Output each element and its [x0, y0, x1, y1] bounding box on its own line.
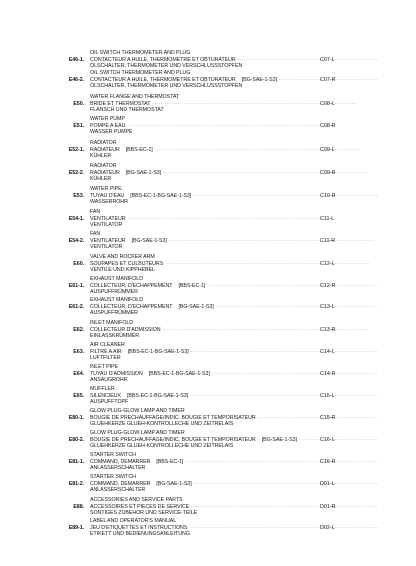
title-de: LUFTFILTER: [90, 355, 121, 362]
title-fr-row: [90, 101, 380, 108]
page-reference: C08-R: [320, 122, 336, 129]
title-en: WATER PIPE: [90, 186, 122, 192]
title-en: WATER FLANGE AND THERMOSTAT: [90, 94, 180, 100]
title-en: RADIATOR: [90, 163, 117, 169]
entry-titles: [90, 430, 416, 450]
model-variant: [BBS-EC-1-BG-SAE-1-S3]: [127, 348, 189, 355]
title-fr-row: [90, 504, 380, 511]
entry-code: E50.: [73, 100, 84, 107]
model-variant: [BBS-EC-1]: [156, 458, 184, 465]
entry-titles: [90, 518, 416, 538]
leader-dots: [216, 304, 378, 311]
leader-dots: [185, 459, 378, 466]
entry-code: E81-1.: [68, 458, 84, 465]
entry-titles: [90, 116, 416, 136]
page-reference: C09-L: [320, 146, 335, 153]
title-fr: TUYAU D'EAU: [90, 192, 125, 199]
page-reference: C13-R: [320, 326, 336, 333]
entry-titles: [90, 50, 416, 70]
model-variant: [BG-SAE-1-S3]: [261, 436, 297, 443]
entry-titles: [90, 163, 416, 183]
title-fr: SOUPAPES ET CULBUTEURS: [90, 260, 164, 267]
model-variant: [BBS-EC-1]: [178, 282, 206, 289]
title-en: ACCESSORIES AND SERVICE PARTS: [90, 497, 183, 503]
title-de: VENTILE UND KIPPHEBEL: [90, 267, 155, 274]
entry-code: E88.: [73, 503, 84, 510]
title-en: OIL SWITCH THERMOMETER AND PLUG: [90, 70, 191, 76]
entry-code: E53.: [73, 192, 84, 199]
title-de: ANLASSERSCHALTER: [90, 487, 146, 494]
title-en: FAN: [90, 209, 101, 215]
entry-titles: [90, 70, 416, 90]
title-de: AUSPUFFRÜMMER: [90, 310, 138, 317]
title-fr: ACCESSOIRES ET PIECES DE SERVICE: [90, 503, 190, 510]
leader-dots: [299, 437, 378, 444]
title-en: WATER PUMP: [90, 116, 125, 122]
title-fr-row: [90, 437, 380, 444]
leader-dots: [165, 261, 378, 268]
entry-code: E65.: [73, 392, 84, 399]
title-en: STARTER SWITCH: [90, 474, 136, 480]
title-fr: RADIATEUR: [90, 169, 120, 176]
title-fr: COMMAND, DEMARRER: [90, 458, 151, 465]
title-de: WASSER PUMPE: [90, 129, 133, 136]
model-variant: [BG-SAE-1-S3]: [178, 303, 214, 310]
entry-titles: [90, 276, 416, 296]
leader-dots: [258, 415, 378, 422]
entry-titles: [90, 497, 416, 517]
leader-dots: [191, 504, 378, 511]
page-reference: C16-L: [320, 436, 335, 443]
page-reference: C12-R: [320, 282, 336, 289]
leader-dots: [152, 101, 378, 108]
title-de: ETIKETT UND BEDIENUNGSANLEITUNG: [90, 531, 190, 538]
title-fr-row: [90, 238, 380, 245]
title-fr-row: [90, 170, 380, 177]
title-fr: SILENCIEUX: [90, 392, 121, 399]
entry-code: E46-1.: [68, 56, 84, 63]
entry-code: E61-1.: [68, 282, 84, 289]
model-variant: [BG-SAE-1-S3]: [131, 237, 167, 244]
title-fr: BOUGIE DE PRECHAUFFAGE/INDIC. BOUGIE ET TEMPORISATEUR: [90, 414, 256, 421]
leader-dots: [191, 349, 378, 356]
leader-dots: [189, 525, 378, 532]
leader-dots: [163, 170, 378, 177]
title-fr-row: [90, 481, 380, 488]
title-fr-row: [90, 147, 380, 154]
title-de: EINLASSKRÜMMER: [90, 333, 140, 340]
title-fr: CONTACTEUR A HUILE, THERMOMETRE ET OBTURATEUR: [90, 56, 236, 63]
entry-code: E52-2.: [68, 169, 84, 176]
title-en: INLET PIPE: [90, 364, 118, 370]
model-variant: [BBS-EC-1-BG-SAE-1-S3]: [148, 370, 210, 377]
model-variant: [BBS-EC-1-BG-SAE-1-S3]: [127, 392, 189, 399]
page-reference: C08-L: [320, 100, 335, 107]
title-fr-row: [90, 216, 380, 223]
title-en: EXHAUST MANIFOLD: [90, 276, 143, 282]
page-reference: C09-R: [320, 169, 336, 176]
model-variant: [BG-SAE-1-S3]: [156, 480, 192, 487]
leader-dots: [127, 123, 378, 130]
title-fr: POMPE A EAU: [90, 122, 126, 129]
entry-titles: [90, 297, 416, 317]
title-en: GLOW PLUG-GLOW LAMP AND TIMER: [90, 430, 185, 436]
entry-code: E52-1.: [68, 146, 84, 153]
entry-code: E81-2.: [68, 480, 84, 487]
entry-titles: [90, 254, 416, 274]
page-reference: C14-L: [320, 348, 335, 355]
title-fr-row: [90, 349, 380, 356]
title-en: FAN: [90, 231, 101, 237]
model-variant: [BBS-EC-1-BG-SAE-1-S3]: [130, 192, 192, 199]
page-reference: C07-L: [320, 56, 335, 63]
title-fr-row: [90, 123, 380, 130]
page-reference: C15-R: [320, 414, 336, 421]
entry-code: E80-2.: [68, 436, 84, 443]
title-de: GLUEHKERZE GLUEH-KONTROLLECHE UND ZEITRELAIS: [90, 443, 234, 450]
title-fr: BRIDE ET THERMOSTAT: [90, 100, 151, 107]
title-en: STARTER SWITCH: [90, 452, 136, 458]
title-fr: VENTILATEUR: [90, 215, 126, 222]
title-de: ÖLSCHALTER, THERMOMETER UND VERSCHLUSSSTOPFEN: [90, 83, 243, 90]
title-fr: VENTILATEUR: [90, 237, 126, 244]
leader-dots: [207, 283, 378, 290]
page-reference: C12-L: [320, 260, 335, 267]
title-fr-row: [90, 193, 380, 200]
entry-code: E51.: [73, 122, 84, 129]
title-de: AUSPUFFRÜMMER: [90, 289, 138, 296]
entry-code: E54-2.: [68, 237, 84, 244]
entry-titles: [90, 342, 416, 362]
leader-dots: [163, 327, 378, 334]
title-fr-row: [90, 459, 380, 466]
leader-dots: [155, 147, 378, 154]
title-de: ÖLSCHALTER, THERMOMETER UND VERSCHLUSSSTOPFEN: [90, 63, 243, 70]
entry-code: E54-1.: [68, 215, 84, 222]
leader-dots: [193, 193, 378, 200]
entry-titles: [90, 231, 416, 251]
leader-dots: [194, 481, 378, 488]
title-de: SONTIGES ZUBEHOR UND SERVICE-TEILE: [90, 510, 198, 517]
title-en: EXHAUST MANIFOLD: [90, 297, 143, 303]
leader-dots: [190, 393, 378, 400]
title-de: KÜHLER: [90, 153, 112, 160]
page-reference: D01-L: [320, 480, 335, 487]
entry-titles: [90, 452, 416, 472]
title-de: KÜHLER: [90, 176, 112, 183]
entry-titles: [90, 140, 416, 160]
title-fr-row: [90, 393, 380, 400]
entry-code: E63.: [73, 348, 84, 355]
leader-dots: [212, 371, 378, 378]
entry-titles: [90, 209, 416, 229]
leader-dots: [128, 216, 378, 223]
entry-titles: [90, 408, 416, 428]
entry-code: E60.: [73, 260, 84, 267]
page-reference: C14-R: [320, 370, 336, 377]
title-fr-row: [90, 415, 380, 422]
page-reference: C11-L: [320, 215, 335, 222]
page-reference: C10-R: [320, 192, 336, 199]
title-de: WASSERROHR: [90, 199, 128, 206]
title-fr: COMMAND, DEMARRER: [90, 480, 151, 487]
title-de: FLANSCH UND THERMOSTAT: [90, 107, 164, 114]
model-variant: [BG-SAE-1-S3]: [241, 76, 277, 83]
title-en: LABEL AND OPERATOR'S MANUAL: [90, 518, 177, 524]
title-en: INLET MANIFOLD: [90, 320, 134, 326]
model-variant: [BG-SAE-1-S3]: [125, 169, 162, 176]
entry-code: E61-2.: [68, 303, 84, 310]
title-de: ANLASSERSCHALTER: [90, 465, 146, 472]
title-de: GLUEHKERZE GLUEH-KONTROLLECHE UND ZEITRELAIS: [90, 421, 234, 428]
title-fr: JEU D'ETIQUETTES ET INSTRUCTIONS: [90, 524, 188, 531]
page-reference: C15-L: [320, 392, 335, 399]
entry-code: E64.: [73, 370, 84, 377]
entry-code: E62.: [73, 326, 84, 333]
page-reference: C16-R: [320, 458, 336, 465]
title-fr: COLLECTEUR D'ADMISSION: [90, 326, 161, 333]
title-en: RADIATOR: [90, 140, 117, 146]
title-de: AUSPUFFTOPF: [90, 399, 129, 406]
title-fr: COLLECTEUR, D'ECHAPPEMENT: [90, 303, 173, 310]
entry-code: E80-1.: [68, 414, 84, 421]
entry-titles: [90, 364, 416, 384]
title-fr: TUYAU D'ADMISSION: [90, 370, 143, 377]
entry-titles: [90, 186, 416, 206]
page-reference: D01-R: [320, 503, 336, 510]
title-fr-row: [90, 525, 380, 532]
title-en: GLOW PLUG-GLOW LAMP AND TIMER: [90, 408, 185, 414]
entry-titles: [90, 94, 416, 114]
leader-dots: [238, 57, 378, 64]
title-en: MUFFLER: [90, 386, 115, 392]
entry-titles: [90, 320, 416, 340]
title-fr: RADIATEUR: [90, 146, 120, 153]
title-fr: COLLECTEUR, D'ECHAPPEMENT: [90, 282, 173, 289]
title-fr: BOUGIE DE PRECHAUFFAGE/INDIC. BOUGIE ET TEMPORISATEUR: [90, 436, 256, 443]
entry-code: E89-1.: [68, 524, 84, 531]
title-fr: FILTRE A AIR: [90, 348, 122, 355]
title-en: AIR CLEANER: [90, 342, 125, 348]
page-reference: C07-R: [320, 76, 336, 83]
title-fr-row: [90, 371, 380, 378]
page-reference: C11-R: [320, 237, 336, 244]
title-en: VALVE AND ROCKER ARM: [90, 254, 155, 260]
title-de: ANSAUGROHR: [90, 377, 128, 384]
title-de: VENTILATOR: [90, 222, 123, 229]
entry-code: E46-2.: [68, 76, 84, 83]
title-fr-row: [90, 261, 380, 268]
leader-dots: [169, 238, 378, 245]
model-variant: [BBS-EC-1]: [125, 146, 153, 153]
entry-titles: [90, 474, 416, 494]
entry-titles: [90, 386, 416, 406]
page-reference: D02-L: [320, 524, 335, 531]
title-de: VENTILATOR: [90, 244, 123, 251]
page-reference: C13-L: [320, 303, 335, 310]
title-en: OIL SWITCH THERMOMETER AND PLUG: [90, 50, 191, 56]
title-fr: CONTACTEUR A HUILE, THERMOMETRE ET OBTURATEUR: [90, 76, 236, 83]
